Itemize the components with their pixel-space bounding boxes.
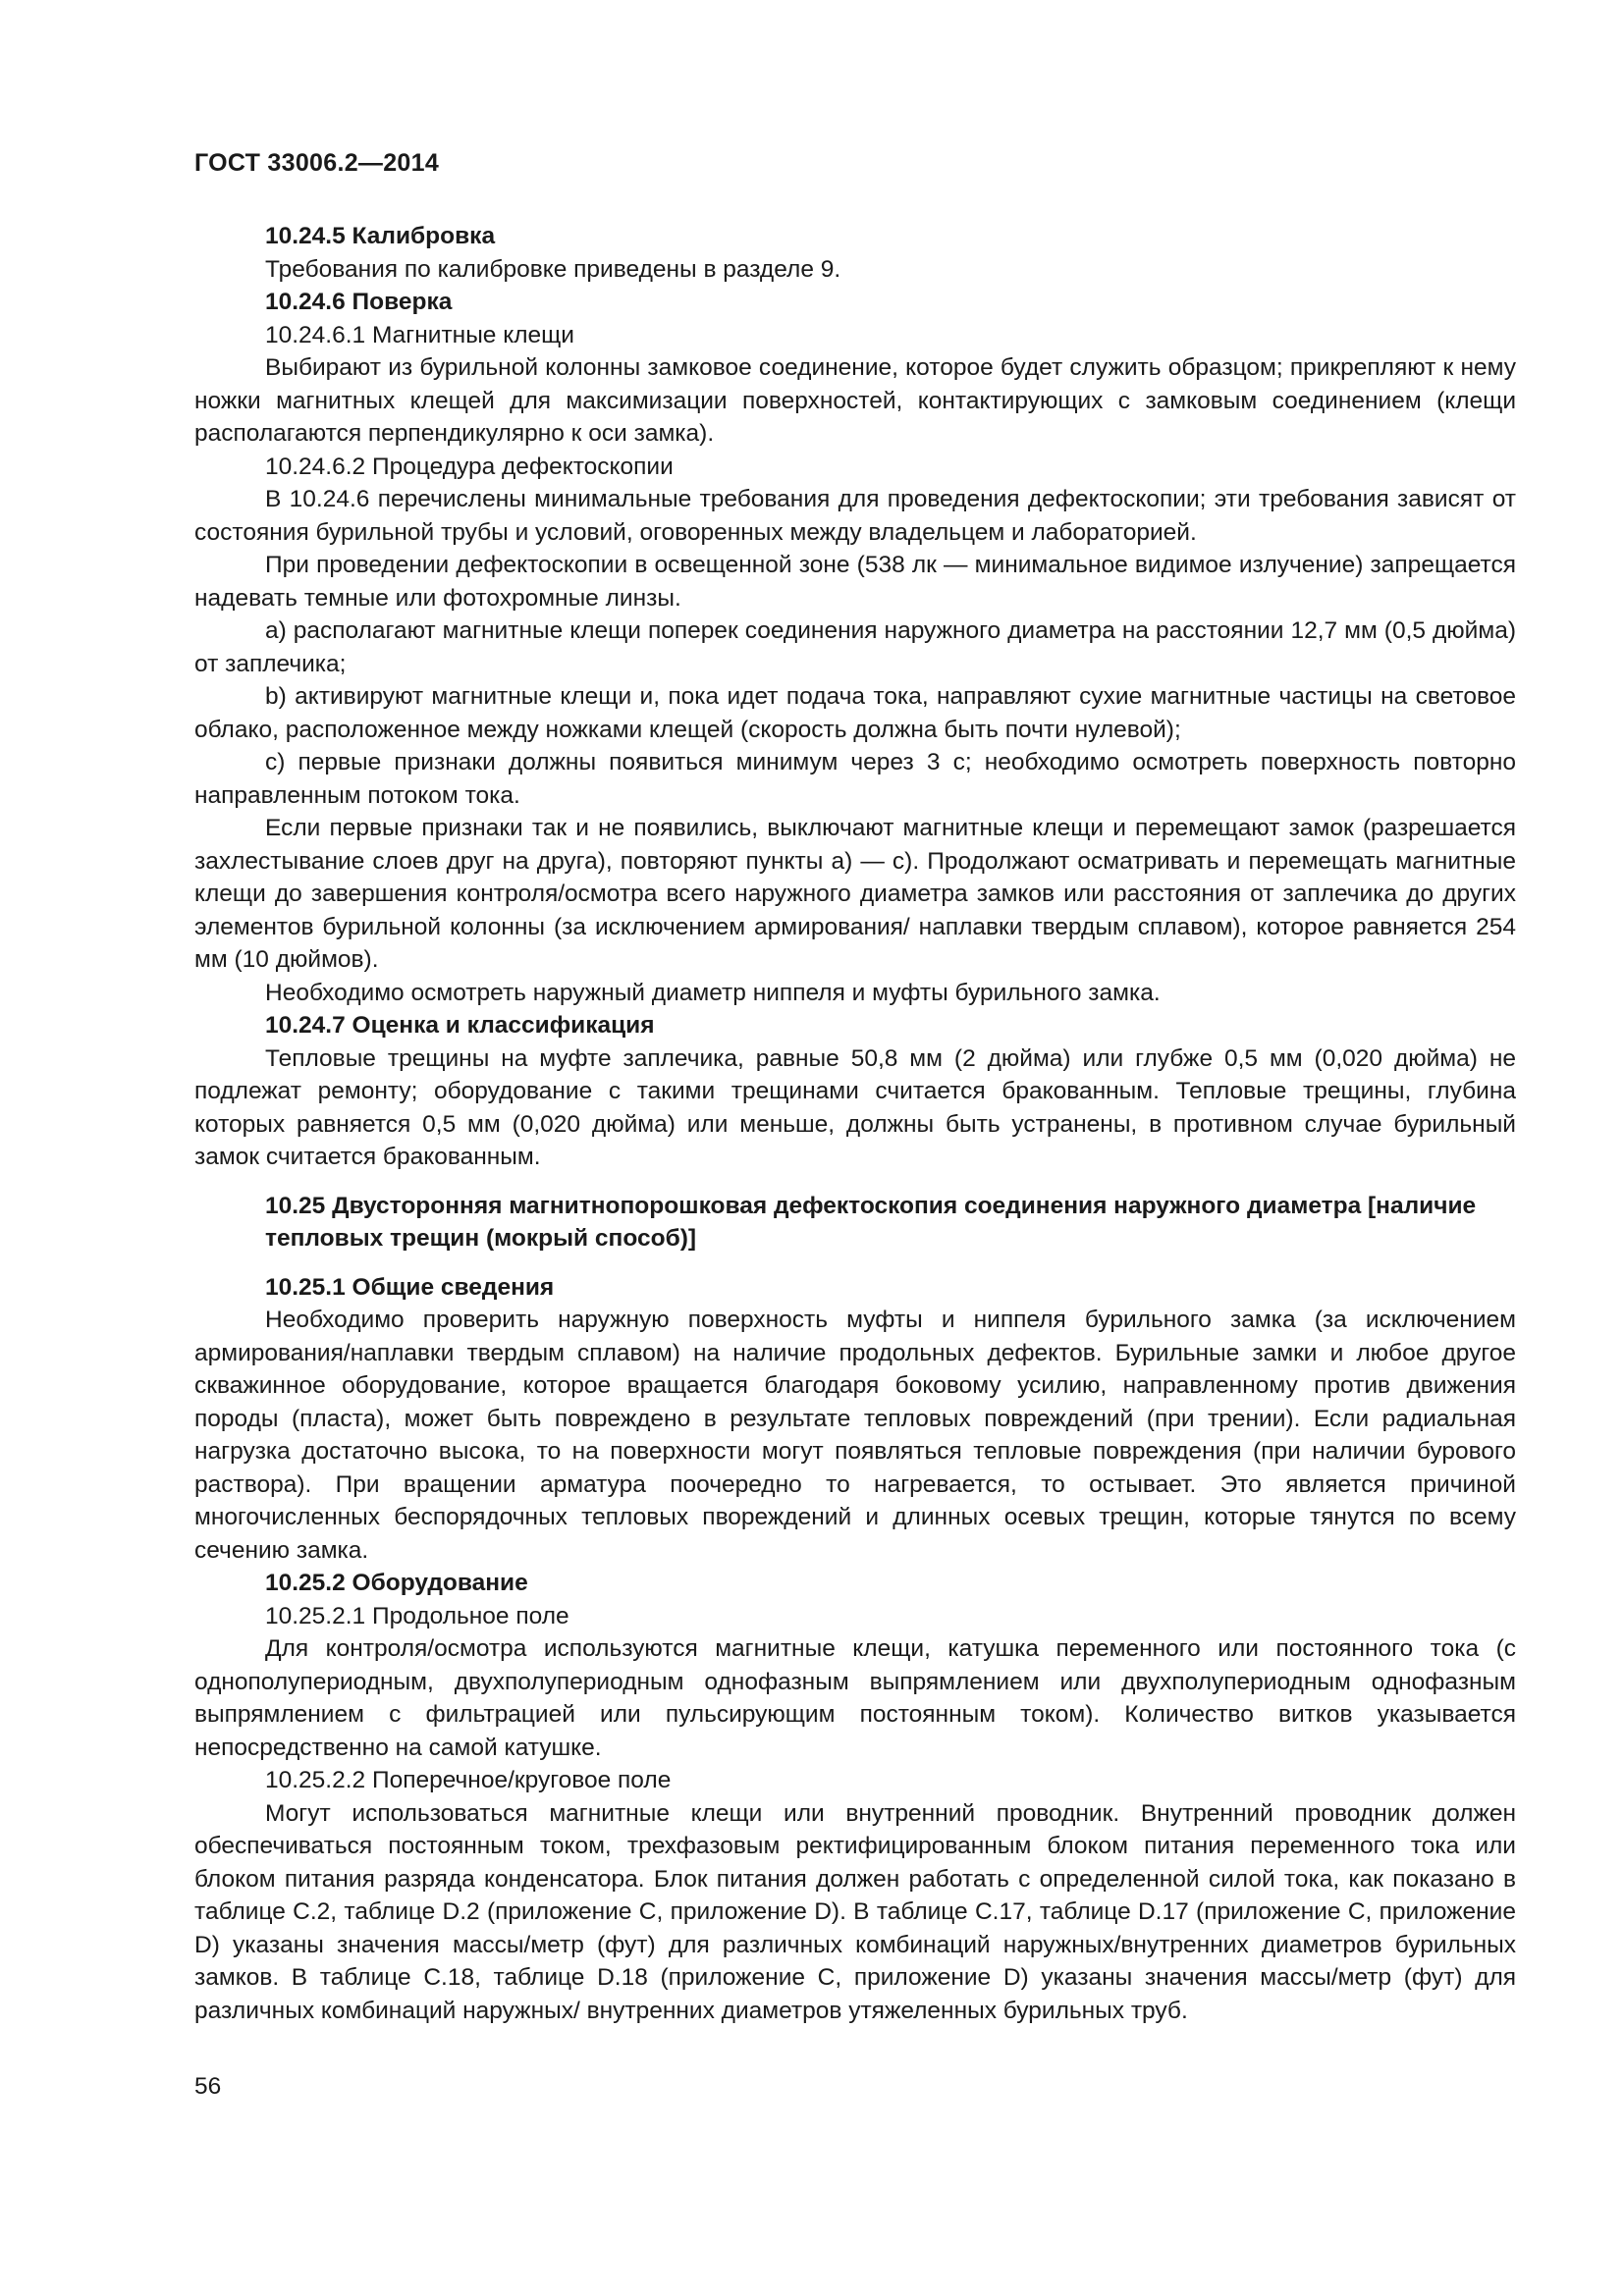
list-item-c: c) первые признаки должны появиться минимум через 3 с; необходимо осмотреть поверхность повторно направленным потоком тока.	[194, 749, 1516, 809]
list-item-b: b) активируют магнитные клещи и, пока идет подача тока, направляют сухие магнитные частицы на световое облако, расположенное между ножками клещей (скорость должна быть почти нулевой);	[194, 683, 1516, 743]
paragraph: Выбирают из бурильной колонны замковое соединение, которое будет служить образцом; прикрепляют к нему ножки магнитных клещей для максимизации поверхностей, контактирующих с замковым соединением (клещи располагаются перпендикулярно к оси замка).	[194, 354, 1516, 447]
subheading-10-24-6-2: 10.24.6.2 Процедура дефектоскопии	[265, 453, 674, 480]
heading-10-25-1: 10.25.1 Общие сведения	[265, 1273, 555, 1301]
paragraph: В 10.24.6 перечислены минимальные требования для проведения дефектоскопии; эти требования зависят от состояния бурильной трубы и условий, оговоренных между владельцем и лабораторией.	[194, 486, 1516, 546]
paragraph: Необходимо проверить наружную поверхность муфты и ниппеля бурильного замка (за исключением армирования/наплавки твердым сплавом) на наличие продольных дефектов. Бурильные замки и любое другое скважинное оборудование, которое вращается благодаря боковому усилию, направленному против движения породы (пласта), может быть повреждено в результате тепловых повреждений (при трении). Если радиальная нагрузка достаточно высока, то на поверхности могут появляться тепловые повреждения (при наличии бурового раствора). При вращении арматура поочередно то нагревается, то остывает. Это является причиной многочисленных беспорядочных тепловых пвореждений и длинных осевых трещин, которые тянутся по всему сечению замка.	[194, 1307, 1516, 1564]
subheading-10-25-2-2: 10.25.2.2 Поперечное/круговое поле	[265, 1767, 672, 1793]
paragraph: При проведении дефектоскопии в освещенной зоне (538 лк — минимальное видимое излучение) запрещается надевать темные или фотохромные линзы.	[194, 552, 1516, 612]
paragraph: Для контроля/осмотра используются магнитные клещи, катушка переменного или постоянного тока (с однополупериодным, двухполупериодным однофазным выпрямлением или двухполупериодным однофазным выпрямлением с фильтрацией или пульсирующим постоянным током). Количество витков указывается непосредственно на самой катушке.	[194, 1635, 1516, 1761]
paragraph: Тепловые трещины на муфте заплечика, равные 50,8 мм (2 дюйма) или глубже 0,5 мм (0,020 дюйма) не подлежат ремонту; оборудование с такими трещинами считается бракованным. Тепловые трещины, глубина которых равняется 0,5 мм (0,020 дюйма) или меньше, должны быть устранены, в противном случае бурильный замок считается бракованным.	[194, 1044, 1516, 1170]
paragraph: Могут использоваться магнитные клещи или внутренний проводник. Внутренний проводник должен обеспечиваться постоянным током, трехфазовым ректифицированным блоком питания переменного тока или блоком питания разряда конденсатора. Блок питания должен работать с определенной силой тока, как показано в таблице С.2, таблице D.2 (приложение С, приложение D). В таблице С.17, таблице D.17 (приложение С, приложение D) указаны значения массы/метр (фут) для различных комбинаций наружных/внутренних диаметров бурильных замков. В таблице С.18, таблице D.18 (приложение С, приложение D) указаны значения массы/метр (фут) для различных комбинаций наружных/ внутренних диаметров утяжеленных бурильных труб.	[194, 1799, 1516, 2024]
heading-10-24-7: 10.24.7 Оценка и классификация	[265, 1012, 655, 1039]
document-header: ГОСТ 33006.2—2014	[194, 149, 440, 177]
heading-10-25-2: 10.25.2 Оборудование	[265, 1570, 528, 1596]
paragraph: Требования по калибровке приведены в разделе 9.	[265, 255, 841, 283]
heading-10-24-5: 10.24.5 Калибровка	[265, 223, 496, 249]
document-body	[194, 220, 1516, 2027]
paragraph: Необходимо осмотреть наружный диаметр ниппеля и муфты бурильного замка.	[265, 979, 1161, 1006]
heading-10-24-6: 10.24.6 Поверка	[265, 289, 453, 315]
subheading-10-24-6-1: 10.24.6.1 Магнитные клещи	[265, 321, 574, 348]
paragraph: Если первые признаки так и не появились, выключают магнитные клещи и перемещают замок (разрешается захлестывание слоев друг на друга), повторяют пункты а) — с). Продолжают осматривать и перемещать магнитные клещи до завершения контроля/осмотра всего наружного диаметра замков или расстояния от заплечика до других элементов бурильной колонны (за исключением армирования/ наплавки твердым сплавом), которое равняется 254 мм (10 дюймов).	[194, 815, 1516, 973]
section-heading-10-25: 10.25 Двусторонняя магнитнопорошковая дефектоскопия соединения наружного диаметра [наличие тепловых трещин (мокрый способ)]	[265, 1192, 1477, 1252]
page-number: 56	[194, 2073, 222, 2100]
list-item-a: а) располагают магнитные клещи поперек соединения наружного диаметра на расстоянии 12,7 мм (0,5 дюйма) от заплечика;	[194, 617, 1516, 677]
subheading-10-25-2-1: 10.25.2.1 Продольное поле	[265, 1602, 569, 1629]
